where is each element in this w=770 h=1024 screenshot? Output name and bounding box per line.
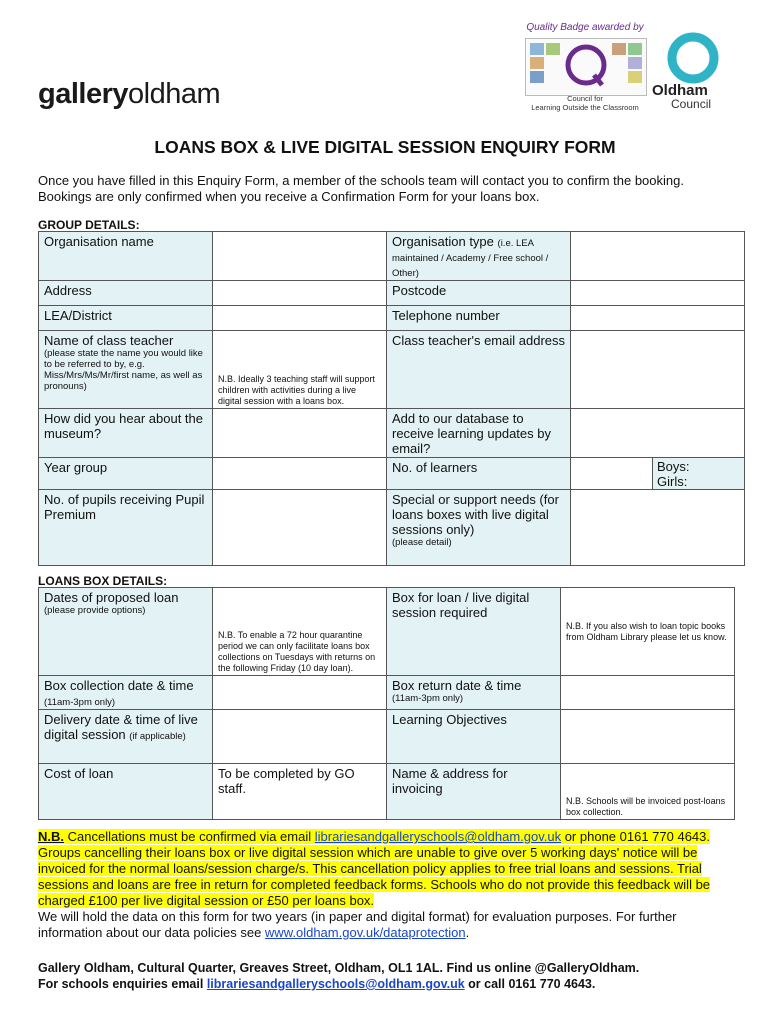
dates-note: (please provide options) — [44, 605, 146, 616]
group-details-heading: GROUP DETAILS: — [38, 218, 140, 232]
special-text: Special or support needs (for loans boxes with live digital sessions only) — [392, 492, 559, 537]
database-label: Add to our database to receive learning updates by email? — [387, 409, 571, 458]
gallery-oldham-logo — [38, 78, 220, 111]
year-group-label: Year group — [39, 458, 213, 490]
learners-count-field[interactable] — [571, 458, 653, 489]
org-type-field[interactable] — [571, 232, 745, 281]
notice-email-link[interactable]: librariesandgalleryschools@oldham.gov.uk — [314, 829, 562, 844]
cost-field: To be completed by GO staff. — [213, 764, 387, 820]
collection-note: (11am-3pm only) — [44, 697, 116, 708]
data-policy-text: We will hold the data on this form for two years (in paper and digital format) for evaluation purposes. For further information about our data policies see — [38, 909, 677, 940]
badge-subtitle — [520, 94, 650, 112]
telephone-field[interactable] — [571, 306, 745, 331]
quarantine-note: N.B. To enable a 72 hour quarantine period we can only facilitate loans box collections on Tuesdays with returns on the following Friday (10 day loan). — [218, 630, 376, 673]
address-field[interactable] — [213, 281, 387, 306]
return-note: (11am-3pm only) — [392, 693, 464, 704]
intro-text: Once you have filled in this Enquiry Form, a member of the schools team will contact you to confirm the booking. Bookings are only confirmed when you receive a Confirmation Form for your loans box. — [38, 173, 684, 204]
teacher-email-field[interactable] — [571, 331, 745, 409]
delivery-note: (if applicable) — [129, 731, 186, 742]
notice-text-2: or phone 0161 770 4643. Groups cancelling their loans box or live digital session which are unable to give over 5 working days' notice will be invoiced for the normal loans/session charge/s. This cancellation policy applies to free trial loans and sessions. Trial sessions and loans are free in return for completed feedback forms. Schools who do not provide this feedback will be charged £100 per live digital session or £50 per loans box. — [38, 829, 711, 908]
premium-label: No. of pupils receiving Pupil Premium — [39, 490, 213, 566]
boys-label: Boys: — [657, 459, 690, 474]
notice-text-1: Cancellations must be confirmed via email — [64, 829, 315, 844]
learners-label — [387, 458, 571, 490]
postcode-label: Postcode — [387, 281, 571, 306]
library-note: N.B. If you also wish to loan topic books from Oldham Library please let us know. — [566, 621, 727, 642]
org-type-label — [387, 232, 571, 281]
teacher-staff-note: N.B. Ideally 3 teaching staff will support children with activities during a live digital session with a loans box. — [218, 374, 375, 406]
postcode-field[interactable] — [571, 281, 745, 306]
org-type-note: (i.e. LEA maintained / Academy / Free school / Other) — [392, 238, 549, 279]
teacher-email-label: Class teacher's email address — [387, 331, 571, 409]
boys-girls — [653, 458, 744, 489]
cancellation-notice — [38, 829, 738, 941]
group-details-table — [38, 231, 745, 566]
premium-field[interactable] — [213, 490, 387, 566]
database-field[interactable] — [571, 409, 745, 458]
learners-text: No. of learners — [392, 460, 478, 475]
data-protection-link[interactable]: www.oldham.gov.uk/dataprotection — [264, 925, 466, 940]
org-name-field[interactable] — [213, 232, 387, 281]
lea-field[interactable] — [213, 306, 387, 331]
council-name: Oldham — [652, 82, 708, 99]
footer-contact-start: For schools enquiries email — [38, 977, 207, 991]
badge-sub-line2: Learning Outside the Classroom — [531, 103, 639, 112]
teacher-name-text: Name of class teacher — [44, 333, 174, 348]
delivery-text: Delivery date & time of live digital session — [44, 712, 198, 742]
return-label — [387, 676, 561, 710]
objectives-label: Learning Objectives — [387, 710, 561, 764]
loans-details-table — [38, 587, 735, 820]
learners-field[interactable] — [571, 458, 745, 490]
dates-label — [39, 588, 213, 676]
org-name-label — [39, 232, 213, 281]
page-title: LOANS BOX & LIVE DIGITAL SESSION ENQUIRY FORM — [154, 137, 616, 157]
dates-field[interactable] — [213, 588, 387, 676]
footer-contact — [38, 976, 758, 992]
return-field[interactable] — [561, 676, 735, 710]
collection-text: Box collection date & time — [44, 678, 194, 693]
return-text: Box return date & time — [392, 678, 522, 693]
footer-email-link[interactable]: librariesandgalleryschools@oldham.gov.uk — [206, 977, 465, 991]
invoice-note: N.B. Schools will be invoiced post-loans box collection. — [566, 796, 726, 817]
box-required-field[interactable] — [561, 588, 735, 676]
cancellation-policy — [38, 829, 710, 908]
box-required-label: Box for loan / live digital session required — [387, 588, 561, 676]
delivery-label — [39, 710, 213, 764]
teacher-name-note: (please state the name you would like to be referred to by, e.g. Miss/Mrs/Ms/Mr/first name, as well as pronouns) — [44, 348, 203, 392]
invoicing-field[interactable] — [561, 764, 735, 820]
logo-text-gallery: gallery — [38, 78, 128, 110]
quality-badge — [520, 22, 650, 112]
delivery-field[interactable] — [213, 710, 387, 764]
special-label — [387, 490, 571, 566]
collection-field[interactable] — [213, 676, 387, 710]
logo-text-oldham: oldham — [128, 78, 221, 110]
year-group-field[interactable] — [213, 458, 387, 490]
dates-text: Dates of proposed loan — [44, 590, 179, 605]
org-type-text: Organisation type — [392, 234, 494, 249]
data-policy-end: . — [465, 925, 470, 940]
collection-label — [39, 676, 213, 710]
special-note: (please detail) — [392, 537, 452, 548]
objectives-field[interactable] — [561, 710, 735, 764]
nb-label: N.B. — [38, 829, 64, 844]
telephone-label: Telephone number — [387, 306, 571, 331]
address-label: Address — [39, 281, 213, 306]
girls-label: Girls: — [657, 474, 688, 489]
invoicing-label: Name & address for invoicing — [387, 764, 561, 820]
org-name-text: Organisation name — [44, 234, 154, 249]
footer-address: Gallery Oldham, Cultural Quarter, Greaves Street, Oldham, OL1 1AL. Find us online @GalleryOldham. — [38, 961, 640, 975]
teacher-name-field[interactable] — [213, 331, 387, 409]
badge-sub-line1: Council for — [567, 94, 603, 103]
badge-image — [525, 38, 647, 96]
hear-field[interactable] — [213, 409, 387, 458]
cost-label: Cost of loan — [39, 764, 213, 820]
footer-contact-end: or call 0161 770 4643. — [464, 977, 596, 991]
badge-title: Quality Badge awarded by — [526, 22, 644, 33]
council-sub: Council — [671, 97, 712, 111]
teacher-name-label — [39, 331, 213, 409]
special-field[interactable] — [571, 490, 745, 566]
lea-label: LEA/District — [39, 306, 213, 331]
footer — [38, 960, 758, 992]
loans-details-heading: LOANS BOX DETAILS: — [38, 574, 168, 588]
hear-label: How did you hear about the museum? — [39, 409, 213, 458]
